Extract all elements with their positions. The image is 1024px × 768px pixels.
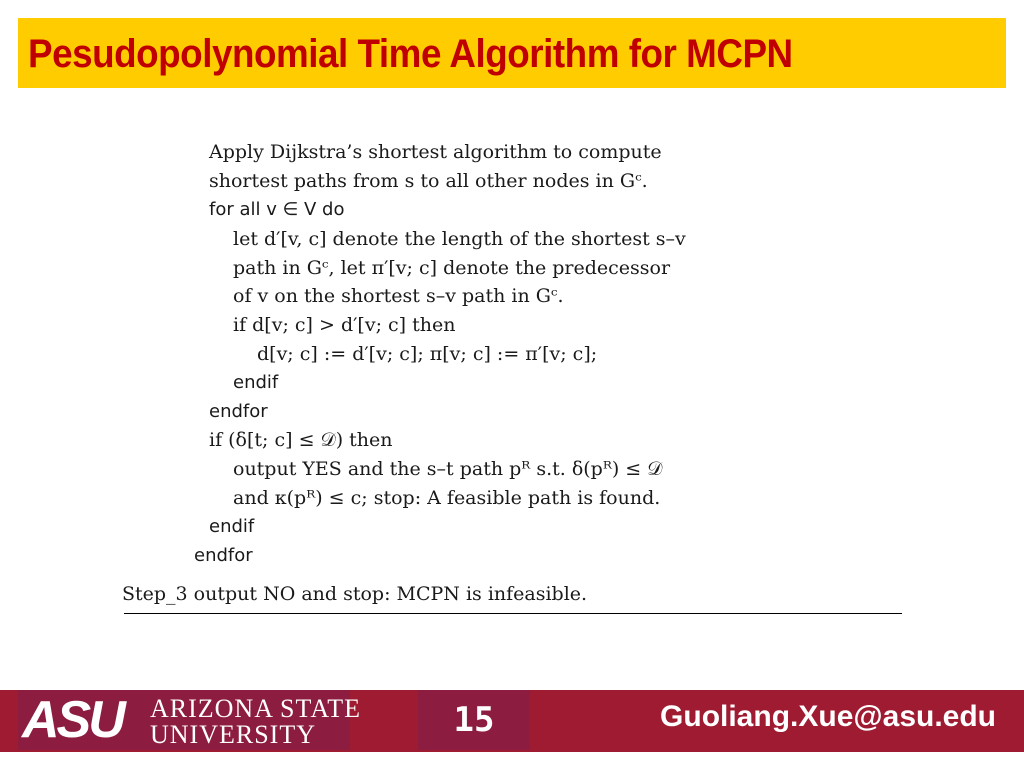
page-number: 15 <box>453 700 495 740</box>
algo-line: output YES and the s–t path pᴿ s.t. δ(pᴿ) ≤ 𝒟 <box>233 458 663 480</box>
footer-bar <box>0 690 1024 752</box>
algo-line: of v on the shortest s–v path in Gᶜ. <box>233 285 564 307</box>
divider-line <box>124 613 902 614</box>
algo-line: let d′[v, c] denote the length of the shortest s–v <box>233 228 686 250</box>
asu-logo-line1: ARIZONA STATE <box>150 694 361 723</box>
slide-title: Pesudopolynomial Time Algorithm for MCPN <box>28 32 793 76</box>
algo-line: Step_3 output NO and stop: MCPN is infeasible. <box>122 583 588 605</box>
algo-line: endif <box>209 516 255 537</box>
asu-logo <box>18 690 361 750</box>
asu-logo-mark: ASU <box>22 691 123 749</box>
author-email: Guoliang.Xue@asu.edu <box>660 700 996 733</box>
asu-logo-line2: UNIVERSITY <box>150 720 316 749</box>
algo-line: if (δ[t; c] ≤ 𝒟) then <box>209 429 393 451</box>
algo-line: shortest paths from s to all other nodes in Gᶜ. <box>209 170 648 192</box>
algo-line: if d[v; c] > d′[v; c] then <box>233 314 456 336</box>
algo-line: Apply Dijkstra’s shortest algorithm to compute <box>209 141 662 163</box>
algo-line: endfor <box>209 401 268 422</box>
algo-line: for all v ∈ V do <box>209 199 345 220</box>
algo-line: and κ(pᴿ) ≤ c; stop: A feasible path is found. <box>233 487 661 509</box>
algo-line: endif <box>233 372 279 393</box>
algo-line: path in Gᶜ, let π′[v; c] denote the predecessor <box>233 257 671 279</box>
algo-line: endfor <box>194 545 253 566</box>
algo-line: d[v; c] := d′[v; c]; π[v; c] := π′[v; c]; <box>257 343 598 365</box>
page-number-box <box>418 690 530 750</box>
